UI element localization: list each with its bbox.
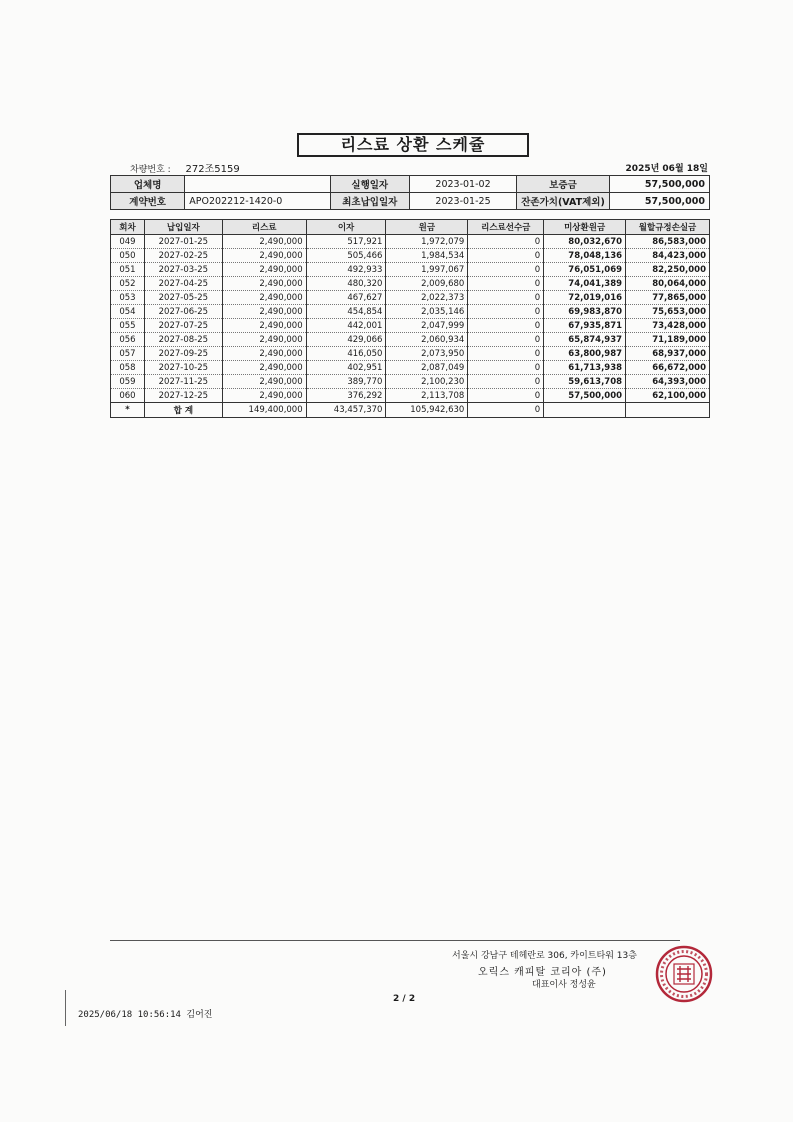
table-cell: 0 bbox=[468, 375, 544, 389]
table-cell: 1,997,067 bbox=[386, 263, 468, 277]
table-row bbox=[111, 305, 710, 319]
table-row bbox=[111, 333, 710, 347]
table-cell: 2,087,049 bbox=[386, 361, 468, 375]
residual-value: 57,500,000 bbox=[609, 193, 709, 210]
table-cell: 057 bbox=[111, 347, 145, 361]
table-cell: 2,047,999 bbox=[386, 319, 468, 333]
table-cell: 055 bbox=[111, 319, 145, 333]
contract-label: 계약번호 bbox=[111, 193, 185, 210]
table-cell: 2027-01-25 bbox=[144, 235, 222, 249]
table-cell: 402,951 bbox=[306, 361, 386, 375]
table-cell: 2,490,000 bbox=[222, 263, 306, 277]
table-cell: 416,050 bbox=[306, 347, 386, 361]
table-row bbox=[111, 249, 710, 263]
table-row bbox=[111, 347, 710, 361]
contract-info-table bbox=[110, 175, 710, 210]
table-cell: 2,035,146 bbox=[386, 305, 468, 319]
table-row bbox=[111, 361, 710, 375]
schedule-body bbox=[111, 235, 710, 418]
total-cell: 105,942,630 bbox=[386, 403, 468, 418]
table-cell: 060 bbox=[111, 389, 145, 403]
table-cell: 82,250,000 bbox=[626, 263, 710, 277]
table-cell: 0 bbox=[468, 235, 544, 249]
footer-divider bbox=[110, 940, 680, 941]
table-cell: 2,490,000 bbox=[222, 291, 306, 305]
col-header: 회차 bbox=[111, 220, 145, 235]
company-address: 서울시 강남구 테헤란로 306, 카이트타워 13층 bbox=[452, 951, 637, 961]
table-cell: 0 bbox=[468, 347, 544, 361]
table-cell: 64,393,000 bbox=[626, 375, 710, 389]
table-cell: 71,189,000 bbox=[626, 333, 710, 347]
table-cell: 1,972,079 bbox=[386, 235, 468, 249]
table-cell: 62,100,000 bbox=[626, 389, 710, 403]
table-cell: 389,770 bbox=[306, 375, 386, 389]
table-cell: 68,937,000 bbox=[626, 347, 710, 361]
table-row bbox=[111, 291, 710, 305]
table-row bbox=[111, 389, 710, 403]
table-cell: 78,048,136 bbox=[544, 249, 626, 263]
table-cell: 2027-09-25 bbox=[144, 347, 222, 361]
ceo-name: 대표이사 정성윤 bbox=[532, 980, 596, 990]
table-cell: 0 bbox=[468, 263, 544, 277]
table-cell: 84,423,000 bbox=[626, 249, 710, 263]
table-cell: 467,627 bbox=[306, 291, 386, 305]
table-cell: 0 bbox=[468, 305, 544, 319]
table-cell: 2027-03-25 bbox=[144, 263, 222, 277]
table-cell: 75,653,000 bbox=[626, 305, 710, 319]
print-stamp: 2025/06/18 10:56:14 김어진 bbox=[78, 1010, 213, 1020]
table-cell: 2,490,000 bbox=[222, 235, 306, 249]
table-cell: 57,500,000 bbox=[544, 389, 626, 403]
table-cell: 67,935,871 bbox=[544, 319, 626, 333]
table-cell: 73,428,000 bbox=[626, 319, 710, 333]
table-cell: 058 bbox=[111, 361, 145, 375]
table-cell: 76,051,069 bbox=[544, 263, 626, 277]
vehicle-number bbox=[130, 160, 240, 175]
table-cell: 454,854 bbox=[306, 305, 386, 319]
table-cell: 2,490,000 bbox=[222, 333, 306, 347]
schedule-header-row bbox=[111, 220, 710, 235]
table-row bbox=[111, 263, 710, 277]
residual-label: 잔존가치(VAT제외) bbox=[517, 193, 610, 210]
company-seal-icon bbox=[654, 944, 714, 1004]
vehicle-value: 272조5159 bbox=[185, 164, 240, 175]
table-cell: 2,060,934 bbox=[386, 333, 468, 347]
table-cell: 2,490,000 bbox=[222, 319, 306, 333]
deposit-value: 57,500,000 bbox=[609, 176, 709, 193]
col-header: 미상환원금 bbox=[544, 220, 626, 235]
exec-date-value: 2023-01-02 bbox=[409, 176, 516, 193]
total-cell: * bbox=[111, 403, 145, 418]
table-cell: 505,466 bbox=[306, 249, 386, 263]
table-cell: 72,019,016 bbox=[544, 291, 626, 305]
table-cell: 2027-11-25 bbox=[144, 375, 222, 389]
table-cell: 2,490,000 bbox=[222, 375, 306, 389]
table-cell: 429,066 bbox=[306, 333, 386, 347]
table-cell: 2027-06-25 bbox=[144, 305, 222, 319]
table-cell: 2027-08-25 bbox=[144, 333, 222, 347]
table-cell: 0 bbox=[468, 249, 544, 263]
table-cell: 376,292 bbox=[306, 389, 386, 403]
table-cell: 049 bbox=[111, 235, 145, 249]
table-cell: 2,490,000 bbox=[222, 347, 306, 361]
table-cell: 0 bbox=[468, 389, 544, 403]
table-cell: 051 bbox=[111, 263, 145, 277]
table-cell: 2027-12-25 bbox=[144, 389, 222, 403]
table-cell: 442,001 bbox=[306, 319, 386, 333]
vehicle-label: 차량번호 : bbox=[130, 165, 171, 175]
margin-mark bbox=[65, 990, 66, 1026]
table-cell: 80,064,000 bbox=[626, 277, 710, 291]
table-cell: 492,933 bbox=[306, 263, 386, 277]
total-cell: 합 계 bbox=[144, 403, 222, 418]
table-cell: 2,490,000 bbox=[222, 305, 306, 319]
total-cell bbox=[544, 403, 626, 418]
repayment-schedule-table bbox=[110, 219, 710, 418]
table-cell: 66,672,000 bbox=[626, 361, 710, 375]
table-cell: 63,800,987 bbox=[544, 347, 626, 361]
table-cell: 2,100,230 bbox=[386, 375, 468, 389]
table-cell: 0 bbox=[468, 291, 544, 305]
table-cell: 480,320 bbox=[306, 277, 386, 291]
first-pay-value: 2023-01-25 bbox=[409, 193, 516, 210]
table-cell: 2027-02-25 bbox=[144, 249, 222, 263]
issue-date: 2025년 06월 18일 bbox=[625, 164, 708, 174]
table-row bbox=[111, 319, 710, 333]
table-cell: 056 bbox=[111, 333, 145, 347]
col-header: 이자 bbox=[306, 220, 386, 235]
table-row bbox=[111, 277, 710, 291]
total-cell bbox=[626, 403, 710, 418]
total-cell: 43,457,370 bbox=[306, 403, 386, 418]
col-header: 납입일자 bbox=[144, 220, 222, 235]
table-cell: 0 bbox=[468, 277, 544, 291]
table-cell: 61,713,938 bbox=[544, 361, 626, 375]
table-cell: 1,984,534 bbox=[386, 249, 468, 263]
table-cell: 2,490,000 bbox=[222, 249, 306, 263]
table-cell: 69,983,870 bbox=[544, 305, 626, 319]
company-value bbox=[185, 176, 330, 193]
table-cell: 052 bbox=[111, 277, 145, 291]
table-cell: 77,865,000 bbox=[626, 291, 710, 305]
table-cell: 65,874,937 bbox=[544, 333, 626, 347]
table-cell: 2027-04-25 bbox=[144, 277, 222, 291]
total-cell: 0 bbox=[468, 403, 544, 418]
table-cell: 2,490,000 bbox=[222, 277, 306, 291]
table-cell: 0 bbox=[468, 319, 544, 333]
first-pay-label: 최초납입일자 bbox=[330, 193, 409, 210]
col-header: 월할규정손실금 bbox=[626, 220, 710, 235]
table-cell: 2,073,950 bbox=[386, 347, 468, 361]
table-cell: 517,921 bbox=[306, 235, 386, 249]
table-cell: 059 bbox=[111, 375, 145, 389]
table-row bbox=[111, 375, 710, 389]
table-cell: 0 bbox=[468, 333, 544, 347]
total-row bbox=[111, 403, 710, 418]
col-header: 원금 bbox=[386, 220, 468, 235]
table-cell: 2,022,373 bbox=[386, 291, 468, 305]
page-number: 2 / 2 bbox=[393, 994, 416, 1004]
deposit-label: 보증금 bbox=[517, 176, 610, 193]
exec-date-label: 실행일자 bbox=[330, 176, 409, 193]
col-header: 리스료선수금 bbox=[468, 220, 544, 235]
table-cell: 0 bbox=[468, 361, 544, 375]
table-cell: 2,490,000 bbox=[222, 361, 306, 375]
table-cell: 2,009,680 bbox=[386, 277, 468, 291]
table-cell: 59,613,708 bbox=[544, 375, 626, 389]
table-cell: 054 bbox=[111, 305, 145, 319]
table-cell: 050 bbox=[111, 249, 145, 263]
table-cell: 2027-10-25 bbox=[144, 361, 222, 375]
col-header: 리스료 bbox=[222, 220, 306, 235]
table-cell: 2027-07-25 bbox=[144, 319, 222, 333]
company-label: 업체명 bbox=[111, 176, 185, 193]
contract-value: APO202212-1420-0 bbox=[185, 193, 330, 210]
table-cell: 2,113,708 bbox=[386, 389, 468, 403]
table-cell: 2,490,000 bbox=[222, 389, 306, 403]
table-cell: 2027-05-25 bbox=[144, 291, 222, 305]
company-name: 오릭스 캐피탈 코리아 (주) bbox=[478, 967, 607, 978]
table-cell: 053 bbox=[111, 291, 145, 305]
table-cell: 80,032,670 bbox=[544, 235, 626, 249]
page-title: 리스료 상환 스케쥴 bbox=[297, 133, 529, 157]
table-cell: 74,041,389 bbox=[544, 277, 626, 291]
total-cell: 149,400,000 bbox=[222, 403, 306, 418]
table-cell: 86,583,000 bbox=[626, 235, 710, 249]
table-row bbox=[111, 235, 710, 249]
